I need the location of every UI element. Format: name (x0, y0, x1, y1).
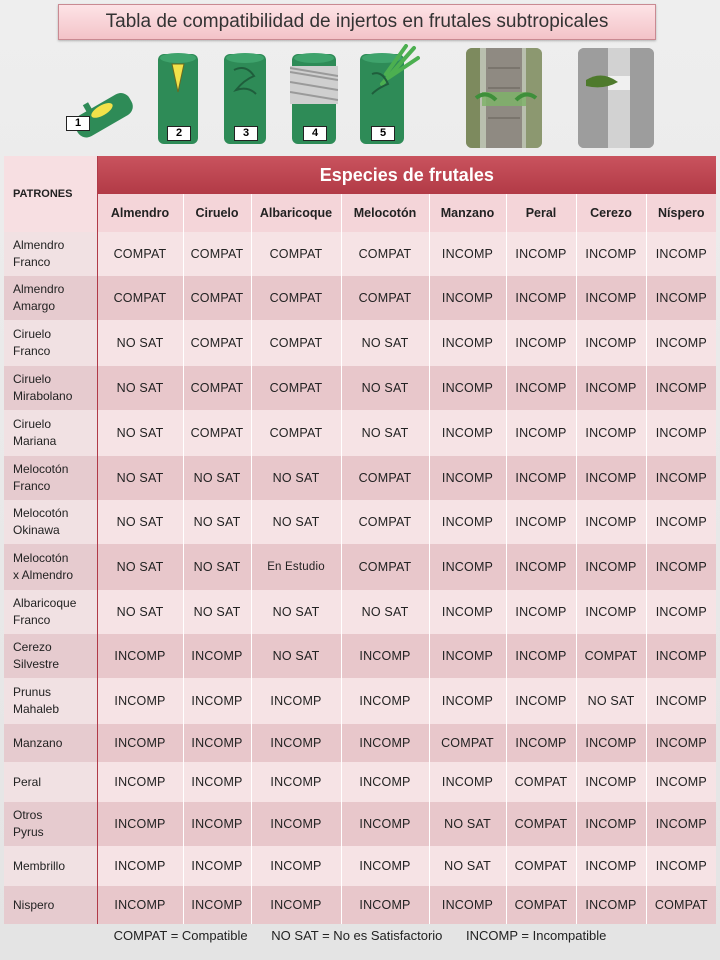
page-title: Tabla de compatibilidad de injertos en frutales subtropicales (58, 4, 656, 40)
compatibility-cell: COMPAT (429, 724, 506, 762)
compatibility-cell: INCOMP (646, 456, 716, 500)
rootstock-label (4, 886, 97, 924)
compatibility-cell: INCOMP (341, 762, 429, 802)
compatibility-cell: INCOMP (506, 456, 576, 500)
compatibility-cell: INCOMP (646, 366, 716, 410)
compatibility-cell: INCOMP (429, 456, 506, 500)
compatibility-cell: COMPAT (251, 410, 341, 456)
compatibility-cell: INCOMP (646, 276, 716, 320)
compatibility-cell: COMPAT (341, 232, 429, 276)
species-header: Níspero (646, 194, 716, 232)
rootstock-label-line-1: Manzano (13, 735, 63, 750)
compatibility-cell: INCOMP (251, 678, 341, 724)
table-row (4, 846, 716, 886)
compatibility-cell: INCOMP (251, 724, 341, 762)
legend (0, 928, 720, 943)
rootstock-label-line-1: Melocotón (13, 506, 69, 520)
compatibility-cell: NO SAT (97, 544, 183, 590)
rootstock-label (4, 678, 97, 724)
rootstock-label (4, 276, 97, 320)
compatibility-cell: INCOMP (183, 886, 251, 924)
patrones-header: PATRONES (4, 156, 97, 232)
compatibility-cell: COMPAT (341, 276, 429, 320)
compatibility-cell: INCOMP (646, 590, 716, 634)
compatibility-cell: INCOMP (429, 762, 506, 802)
compatibility-cell: COMPAT (251, 276, 341, 320)
rootstock-label-line-1: Melocotón (13, 462, 69, 476)
compatibility-cell: INCOMP (341, 846, 429, 886)
rootstock-label (4, 544, 97, 590)
compatibility-cell: INCOMP (97, 634, 183, 678)
compatibility-cell: INCOMP (341, 634, 429, 678)
graft-step-4-illustration (290, 50, 338, 146)
table-row (4, 634, 716, 678)
compatibility-cell: INCOMP (251, 846, 341, 886)
rootstock-label-line-2: Franco (13, 344, 51, 358)
compatibility-cell: INCOMP (183, 802, 251, 846)
species-header: Manzano (429, 194, 506, 232)
compatibility-cell: COMPAT (183, 320, 251, 366)
compatibility-cell: INCOMP (646, 724, 716, 762)
rootstock-label-line-1: Ciruelo (13, 327, 52, 341)
compatibility-cell: NO SAT (97, 500, 183, 544)
compatibility-cell: INCOMP (429, 366, 506, 410)
compatibility-cell: NO SAT (341, 590, 429, 634)
rootstock-label (4, 724, 97, 762)
legend-incomp: INCOMP = Incompatible (466, 928, 607, 943)
compatibility-cell: En Estudio (251, 544, 341, 590)
rootstock-label-line-2: Mahaleb (13, 702, 60, 716)
table-row (4, 678, 716, 724)
rootstock-label (4, 456, 97, 500)
compatibility-cell: INCOMP (506, 590, 576, 634)
graft-photo-1 (466, 48, 542, 148)
rootstock-label-line-1: Membrillo (13, 858, 66, 873)
rootstock-label (4, 232, 97, 276)
compatibility-cell: COMPAT (341, 500, 429, 544)
compatibility-cell: INCOMP (576, 544, 646, 590)
compatibility-cell: INCOMP (646, 500, 716, 544)
rootstock-label-line-1: Peral (13, 774, 42, 789)
compatibility-cell: NO SAT (183, 456, 251, 500)
compatibility-cell: COMPAT (341, 544, 429, 590)
compatibility-cell: INCOMP (97, 886, 183, 924)
rootstock-label-line-1: Otros (13, 808, 43, 822)
compatibility-cell: INCOMP (183, 724, 251, 762)
rootstock-label-line-2: Silvestre (13, 657, 60, 671)
compatibility-cell: INCOMP (576, 456, 646, 500)
graft-step-5-illustration (358, 44, 420, 146)
compatibility-cell: INCOMP (576, 762, 646, 802)
rootstock-label-line-1: Almendro (13, 238, 65, 252)
compatibility-cell: INCOMP (576, 724, 646, 762)
graft-photo-2 (578, 48, 654, 148)
compatibility-cell: INCOMP (341, 802, 429, 846)
table-row (4, 456, 716, 500)
compatibility-cell: INCOMP (97, 678, 183, 724)
compatibility-cell: INCOMP (576, 232, 646, 276)
compatibility-cell: COMPAT (97, 276, 183, 320)
compatibility-cell: INCOMP (183, 846, 251, 886)
table-row (4, 410, 716, 456)
table-row (4, 500, 716, 544)
grafting-steps-illustration (60, 44, 660, 152)
table-row (4, 366, 716, 410)
table-row (4, 544, 716, 590)
compatibility-cell: NO SAT (97, 366, 183, 410)
compatibility-cell: NO SAT (97, 410, 183, 456)
compatibility-cell: NO SAT (183, 500, 251, 544)
table-row (4, 232, 716, 276)
species-header: Cerezo (576, 194, 646, 232)
compatibility-cell: INCOMP (429, 232, 506, 276)
compatibility-cell: INCOMP (341, 724, 429, 762)
graft-step-1-illustration (60, 70, 140, 150)
compatibility-cell: INCOMP (429, 276, 506, 320)
step-number: 1 (66, 116, 90, 131)
compatibility-cell: INCOMP (646, 410, 716, 456)
rootstock-label-line-2: Amargo (13, 299, 56, 313)
compatibility-cell: INCOMP (97, 724, 183, 762)
compatibility-cell: INCOMP (429, 634, 506, 678)
compatibility-cell: NO SAT (429, 802, 506, 846)
compatibility-cell: NO SAT (576, 678, 646, 724)
compatibility-cell: INCOMP (506, 724, 576, 762)
compatibility-cell: INCOMP (506, 276, 576, 320)
compatibility-cell: COMPAT (183, 232, 251, 276)
compatibility-cell: COMPAT (576, 634, 646, 678)
compatibility-cell: INCOMP (646, 232, 716, 276)
compatibility-cell: INCOMP (506, 544, 576, 590)
compatibility-cell: INCOMP (506, 232, 576, 276)
compatibility-cell: INCOMP (183, 678, 251, 724)
compatibility-cell: INCOMP (576, 846, 646, 886)
rootstock-label (4, 366, 97, 410)
compatibility-cell: INCOMP (646, 544, 716, 590)
compatibility-cell: COMPAT (183, 276, 251, 320)
rootstock-label-line-2: x Almendro (13, 568, 74, 582)
compatibility-cell: INCOMP (251, 886, 341, 924)
compatibility-cell: NO SAT (341, 366, 429, 410)
legend-compat: COMPAT = Compatible (113, 928, 248, 943)
species-header: Albaricoque (251, 194, 341, 232)
compatibility-cell: INCOMP (646, 320, 716, 366)
rootstock-label-line-1: Ciruelo (13, 417, 52, 431)
rootstock-label-line-2: Mariana (13, 434, 57, 448)
compatibility-cell: INCOMP (183, 762, 251, 802)
species-group-header: Especies de frutales (97, 156, 716, 194)
step-number: 4 (303, 126, 327, 141)
compatibility-cell: INCOMP (646, 762, 716, 802)
rootstock-label (4, 500, 97, 544)
compatibility-cell: NO SAT (251, 456, 341, 500)
compatibility-cell: INCOMP (506, 366, 576, 410)
table-row (4, 320, 716, 366)
compatibility-cell: COMPAT (251, 232, 341, 276)
compatibility-cell: NO SAT (97, 456, 183, 500)
compatibility-cell: NO SAT (183, 544, 251, 590)
compatibility-cell: NO SAT (341, 320, 429, 366)
compatibility-cell: INCOMP (429, 590, 506, 634)
compatibility-cell: INCOMP (251, 762, 341, 802)
compatibility-cell: NO SAT (251, 500, 341, 544)
compatibility-cell: INCOMP (506, 678, 576, 724)
compatibility-cell: INCOMP (576, 500, 646, 544)
compatibility-cell: COMPAT (183, 366, 251, 410)
table-row (4, 590, 716, 634)
compatibility-cell: NO SAT (251, 590, 341, 634)
table-row (4, 802, 716, 846)
compatibility-cell: COMPAT (506, 886, 576, 924)
graft-step-2-illustration (156, 50, 200, 146)
rootstock-label-line-2: Franco (13, 613, 51, 627)
compatibility-cell: INCOMP (646, 634, 716, 678)
compatibility-cell: NO SAT (97, 590, 183, 634)
rootstock-label-line-1: Prunus (13, 685, 52, 699)
compatibility-cell: INCOMP (576, 802, 646, 846)
rootstock-label-line-1: Albaricoque (13, 596, 77, 610)
rootstock-label (4, 846, 97, 886)
compatibility-cell: NO SAT (183, 590, 251, 634)
compatibility-cell: INCOMP (646, 846, 716, 886)
rootstock-label (4, 762, 97, 802)
compatibility-cell: INCOMP (429, 678, 506, 724)
compatibility-cell: INCOMP (429, 320, 506, 366)
table-body (4, 232, 716, 924)
rootstock-label-line-1: Cerezo (13, 640, 52, 654)
compatibility-cell: INCOMP (506, 634, 576, 678)
rootstock-label-line-2: Franco (13, 479, 51, 493)
rootstock-label (4, 634, 97, 678)
table-row (4, 724, 716, 762)
compatibility-cell: NO SAT (341, 410, 429, 456)
rootstock-label-line-1: Melocotón (13, 551, 69, 565)
rootstock-label (4, 590, 97, 634)
compatibility-cell: COMPAT (341, 456, 429, 500)
table-row (4, 886, 716, 924)
rootstock-label-line-1: Almendro (13, 282, 65, 296)
compatibility-cell: INCOMP (576, 410, 646, 456)
compatibility-cell: INCOMP (251, 802, 341, 846)
step-number: 3 (234, 126, 258, 141)
compatibility-cell: INCOMP (429, 886, 506, 924)
graft-step-3-illustration (222, 50, 268, 146)
species-header-row (4, 194, 716, 232)
compatibility-cell: COMPAT (506, 802, 576, 846)
compatibility-cell: COMPAT (646, 886, 716, 924)
rootstock-label (4, 802, 97, 846)
compatibility-cell: INCOMP (341, 886, 429, 924)
compatibility-cell: INCOMP (576, 320, 646, 366)
rootstock-label-line-2: Franco (13, 255, 51, 269)
compatibility-cell: INCOMP (429, 500, 506, 544)
compatibility-cell: INCOMP (97, 762, 183, 802)
compatibility-cell: INCOMP (341, 678, 429, 724)
compatibility-cell: COMPAT (97, 232, 183, 276)
table-row (4, 276, 716, 320)
compatibility-cell: INCOMP (429, 544, 506, 590)
step-number: 2 (167, 126, 191, 141)
rootstock-label-line-2: Mirabolano (13, 389, 73, 403)
compatibility-cell: COMPAT (183, 410, 251, 456)
species-header: Melocotón (341, 194, 429, 232)
rootstock-label-line-2: Okinawa (13, 523, 60, 537)
compatibility-cell: NO SAT (429, 846, 506, 886)
compatibility-cell: COMPAT (506, 846, 576, 886)
compatibility-cell: INCOMP (646, 802, 716, 846)
compatibility-cell: COMPAT (251, 366, 341, 410)
step-number: 5 (371, 126, 395, 141)
species-header: Peral (506, 194, 576, 232)
compatibility-cell: COMPAT (251, 320, 341, 366)
compatibility-cell: NO SAT (97, 320, 183, 366)
compatibility-cell: INCOMP (576, 276, 646, 320)
compatibility-cell: INCOMP (576, 366, 646, 410)
rootstock-label-line-2: Pyrus (13, 825, 44, 839)
compatibility-cell: NO SAT (251, 634, 341, 678)
rootstock-label-line-1: Ciruelo (13, 372, 52, 386)
compatibility-cell: INCOMP (97, 846, 183, 886)
table-row (4, 762, 716, 802)
compatibility-cell: COMPAT (506, 762, 576, 802)
compatibility-cell: INCOMP (506, 410, 576, 456)
species-header: Ciruelo (183, 194, 251, 232)
compatibility-cell: INCOMP (506, 500, 576, 544)
compatibility-cell: INCOMP (646, 678, 716, 724)
compatibility-cell: INCOMP (183, 634, 251, 678)
compatibility-cell: INCOMP (576, 886, 646, 924)
compatibility-table (4, 156, 716, 924)
rootstock-label-line-1: Nispero (13, 897, 55, 912)
rootstock-label (4, 320, 97, 366)
species-header: Almendro (97, 194, 183, 232)
rootstock-label (4, 410, 97, 456)
legend-nosat: NO SAT = No es Satisfactorio (271, 928, 443, 943)
compatibility-cell: INCOMP (429, 410, 506, 456)
compatibility-cell: INCOMP (506, 320, 576, 366)
compatibility-cell: INCOMP (97, 802, 183, 846)
compatibility-cell: INCOMP (576, 590, 646, 634)
